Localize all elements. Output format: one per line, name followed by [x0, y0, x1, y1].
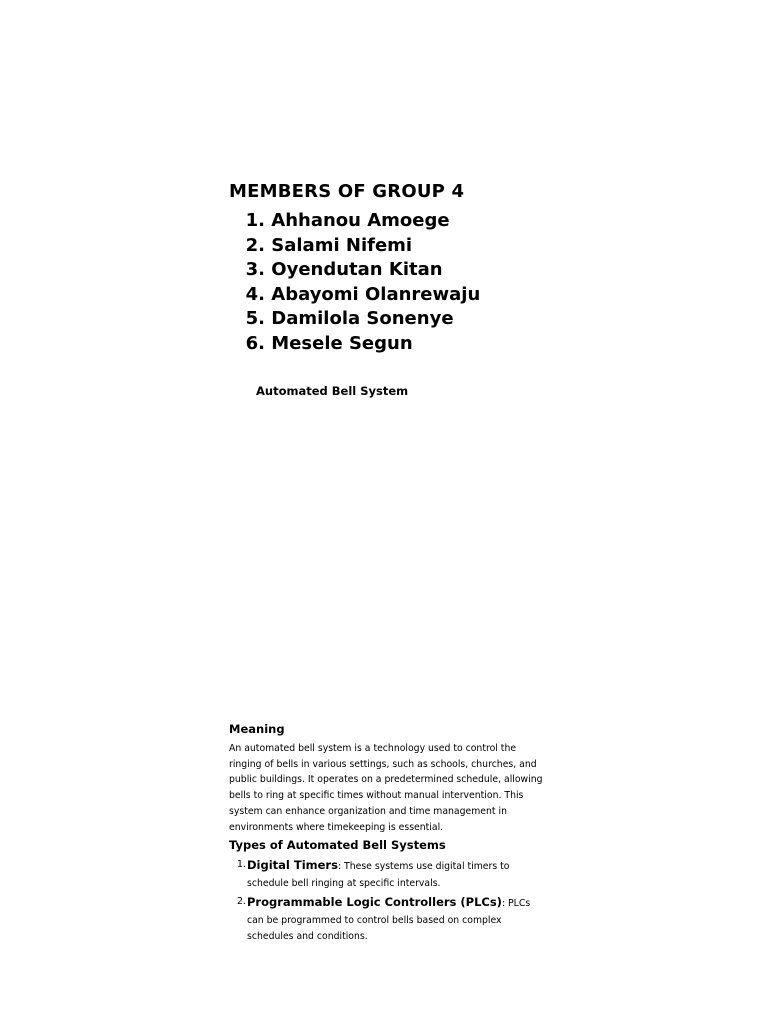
member-name: Damilola Sonenye: [271, 308, 454, 330]
members-list: [229, 209, 480, 357]
member-name: Abayomi Olanrewaju: [271, 283, 481, 305]
list-number: 4.: [245, 283, 265, 305]
types-heading: Types of Automated Bell Systems: [229, 838, 446, 852]
types-list: [229, 857, 549, 948]
document-subtitle: Automated Bell System: [256, 384, 409, 398]
member-name: Salami Nifemi: [271, 234, 413, 256]
list-item: [229, 258, 480, 283]
list-number: 1.: [237, 859, 246, 870]
meaning-paragraph: An automated bell system is a technology used to control the ringing of bells in various settings, such as schools, churches, and public buildings. It operates on a predetermined schedule, allowing bells to ring at specific times without manual intervention. This system can enhance organization and time management in environments where timekeeping is essential.: [229, 743, 543, 833]
type-description: : PLCs can be programmed to control bells based on complex schedules and conditions.: [247, 898, 531, 942]
meaning-heading: Meaning: [229, 722, 285, 736]
member-name: Mesele Segun: [271, 332, 413, 354]
member-name: Ahhanou Amoege: [271, 210, 450, 231]
list-item: [229, 857, 549, 892]
type-name: Digital Timers: [247, 858, 338, 872]
list-number: 5.: [245, 308, 265, 330]
list-item: [229, 234, 480, 259]
list-number: 6.: [245, 332, 265, 354]
list-number: 2.: [237, 896, 246, 907]
member-name: Oyendutan Kitan: [271, 259, 443, 281]
group-title: MEMBERS OF GROUP 4: [229, 181, 465, 202]
list-item: [229, 209, 480, 234]
list-item: [229, 894, 549, 946]
list-number: 2.: [245, 234, 265, 256]
type-description: : These systems use digital timers to schedule bell ringing at specific intervals.: [247, 861, 510, 889]
list-item: [229, 307, 480, 332]
type-name: Programmable Logic Controllers (PLCs): [247, 895, 502, 909]
list-number: 3.: [245, 259, 265, 281]
list-item: [229, 283, 480, 308]
list-number: 1.: [245, 210, 265, 231]
list-item: [229, 332, 480, 357]
